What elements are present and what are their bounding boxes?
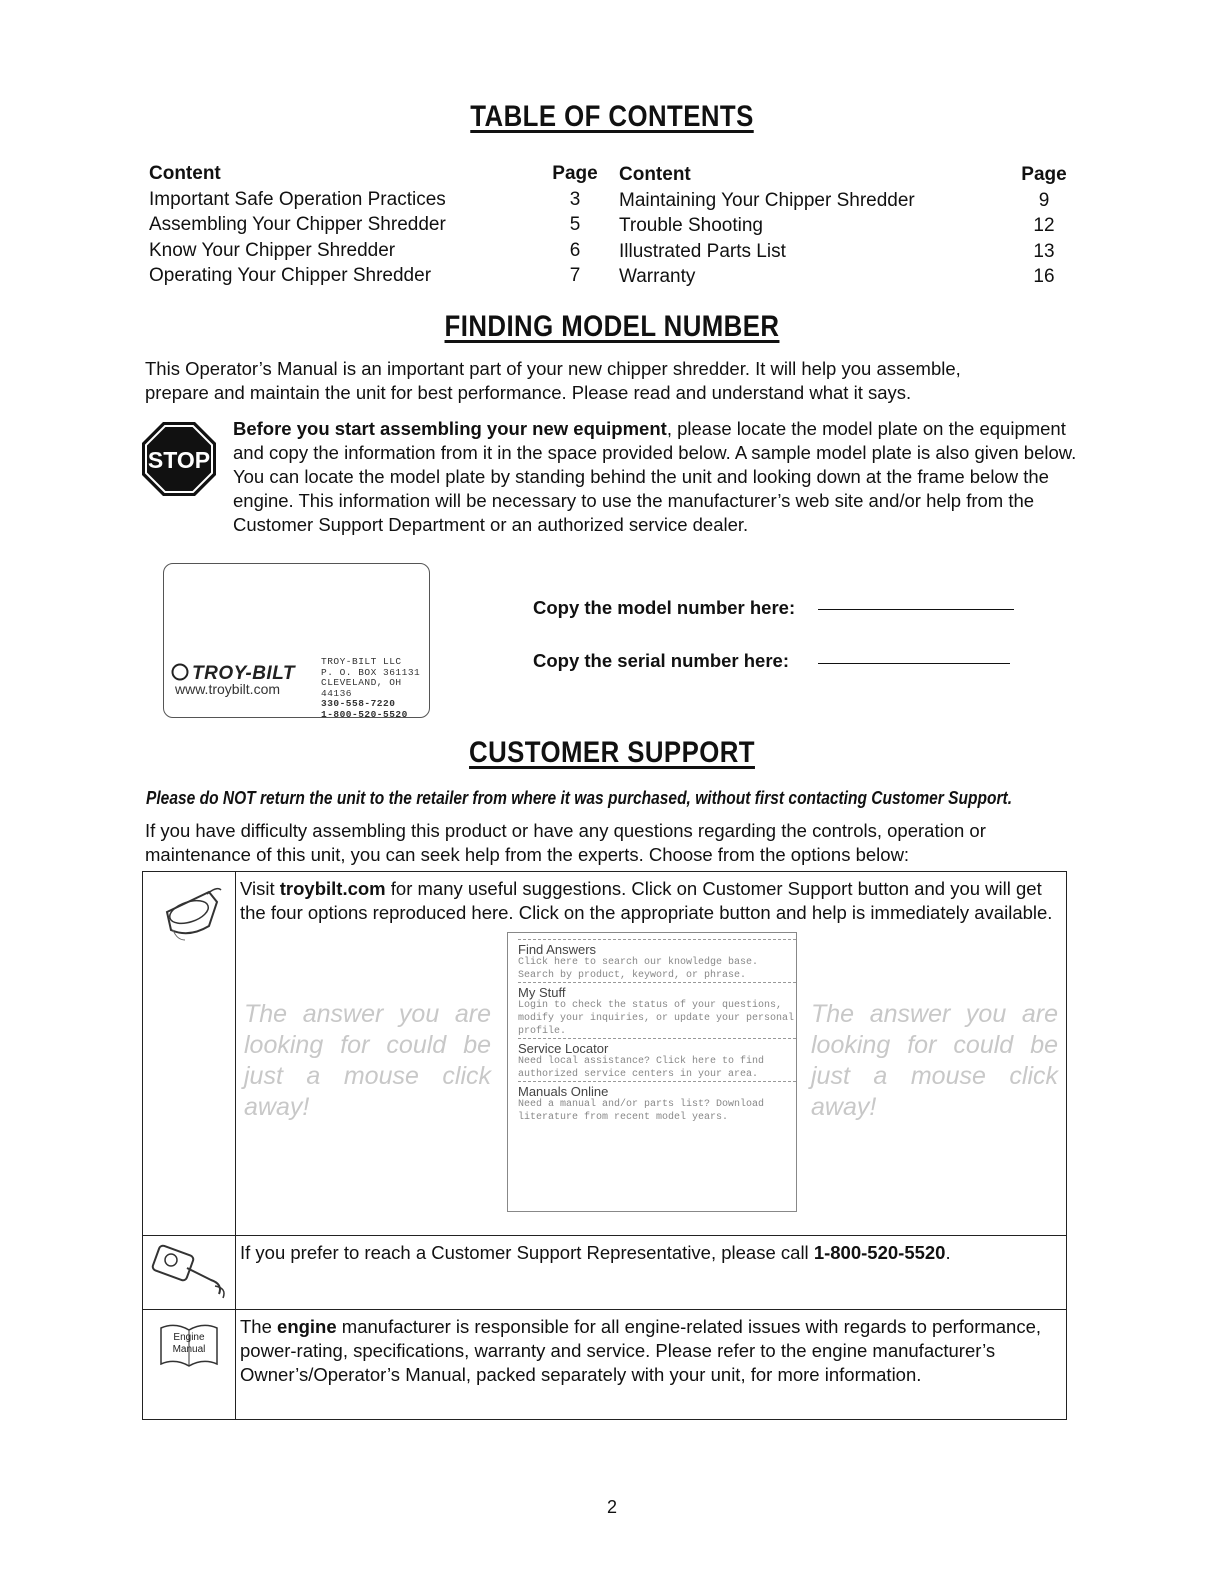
toc-entry[interactable]: Illustrated Parts List xyxy=(619,240,786,262)
toc-content-header: Content xyxy=(619,164,691,185)
page-number: 2 xyxy=(606,1497,617,1517)
support-intro: If you have difficulty assembling this product or have any questions regarding the controls, operation or maintenance of this unit, you can seek help from the experts. Choose from the options below: xyxy=(145,820,986,865)
option-title: Manuals Online xyxy=(518,1081,796,1098)
stop-sign-icon xyxy=(141,421,217,497)
serial-number-field[interactable] xyxy=(818,663,1010,664)
toc-entry[interactable]: Trouble Shooting xyxy=(619,215,764,236)
option-desc: Need a manual and/or parts list? Download literature from recent model years. xyxy=(518,1099,765,1123)
engine-manual-icon-label xyxy=(171,1332,207,1356)
toc-entry[interactable]: Assembling Your Chipper Shredder xyxy=(149,214,446,235)
support-web-pre: Visit xyxy=(240,878,280,899)
option-title: Find Answers xyxy=(518,939,796,956)
plate-website: www.troybilt.com xyxy=(175,681,281,697)
support-option[interactable] xyxy=(518,982,796,1038)
option-title: My Stuff xyxy=(518,982,796,999)
toc-page-number: 9 xyxy=(1038,189,1050,211)
toc-page-number: 13 xyxy=(1033,240,1055,262)
plate-company: TROY-BILT LLC xyxy=(321,656,402,667)
support-engine-post: manufacturer is responsible for all engine-related issues with regards to performance, power-rating, specifications, warranty and service. Please refer to the engine manufacturer’s Owner’s/Operator’s Manual, packed separately with your unit, for more information. xyxy=(240,1316,1042,1385)
support-phone-post: . xyxy=(945,1242,951,1263)
finding-title: FINDING MODEL NUMBER xyxy=(444,310,780,343)
toc-right-pages xyxy=(1016,162,1072,290)
support-title: CUSTOMER SUPPORT xyxy=(469,736,755,769)
support-icon-cell xyxy=(143,1236,236,1310)
support-row-phone xyxy=(143,1236,1067,1310)
troybilt-link[interactable]: troybilt.com xyxy=(279,878,386,899)
toc-page-number: 7 xyxy=(569,265,581,286)
option-desc: Need local assistance? Click here to find authorized service centers in your area. xyxy=(518,1056,765,1080)
toc-entry[interactable]: Warranty xyxy=(619,266,696,287)
toc-page-number: 5 xyxy=(569,214,581,235)
toc-entry[interactable]: Know Your Chipper Shredder xyxy=(149,239,396,261)
faint-slogan-left: The answer you are looking for could be just a mouse click away! xyxy=(244,1000,491,1121)
support-web-figure xyxy=(240,930,1060,1220)
toc-page-number: 16 xyxy=(1033,266,1055,287)
support-row-web xyxy=(143,872,1067,1236)
support-engine-pre: The xyxy=(240,1316,278,1337)
plate-brand: TROY-BILT xyxy=(192,663,295,684)
support-icon-cell xyxy=(143,872,236,1236)
toc-left-column xyxy=(149,161,446,289)
support-engine-cell xyxy=(236,1310,1067,1420)
toc-page-header: Page xyxy=(552,163,598,184)
finding-lead-bold: Before you start assembling your new equipment xyxy=(233,418,667,439)
toc-entry[interactable]: Important Safe Operation Practices xyxy=(149,188,446,210)
option-desc: Login to check the status of your questions, modify your inquiries, or update your personal profile. xyxy=(518,1000,795,1037)
faint-slogan-right: The answer you are looking for could be just a mouse click away! xyxy=(811,1000,1058,1121)
support-row-engine xyxy=(143,1310,1067,1420)
support-engine-bold: engine xyxy=(277,1316,337,1337)
copy-model-label: Copy the model number here: xyxy=(533,597,796,618)
support-option[interactable] xyxy=(518,939,796,982)
support-options-table xyxy=(142,871,1067,1420)
support-web-post: for many useful suggestions. Click on Customer Support button and you will get the four options reproduced here. Click on the appropriate button and help is immediately available. xyxy=(240,878,1053,923)
plate-phone: 1-800-520-5520 xyxy=(321,708,408,720)
option-desc: Click here to search our knowledge base. Search by product, keyword, or phrase. xyxy=(518,957,759,981)
toc-title: TABLE OF CONTENTS xyxy=(470,100,754,133)
support-option[interactable] xyxy=(518,1038,796,1081)
engine-manual-icon xyxy=(157,1320,221,1370)
copy-serial-label: Copy the serial number here: xyxy=(533,650,789,671)
toc-page-number: 6 xyxy=(569,239,581,261)
support-icon-cell xyxy=(143,1310,236,1420)
support-options-panel xyxy=(507,932,797,1212)
toc-page-number: 12 xyxy=(1033,215,1055,236)
engine-manual-icon-label-1: Engine xyxy=(173,1332,205,1343)
plate-po-box: P. O. BOX 361131 xyxy=(321,666,421,678)
option-title: Service Locator xyxy=(518,1038,796,1055)
toc-page-header: Page xyxy=(1021,164,1067,185)
plate-address xyxy=(321,657,429,720)
finding-body xyxy=(233,417,1078,537)
support-warning: Please do NOT return the unit to the retailer from where it was purchased, without first contacting Customer Support. xyxy=(146,787,1013,808)
support-option[interactable] xyxy=(518,1081,796,1124)
finding-intro: This Operator’s Manual is an important part of your new chipper shredder. It will help you assemble, prepare and maintain the unit for best performance. Please read and understand what it says. xyxy=(145,358,961,403)
support-web-text xyxy=(240,877,1060,925)
support-phone-pre: If you prefer to reach a Customer Support Representative, please call xyxy=(240,1242,814,1263)
plate-city: CLEVELAND, OH 44136 xyxy=(321,677,402,699)
toc-entry[interactable]: Maintaining Your Chipper Shredder xyxy=(619,189,915,211)
computer-mouse-icon xyxy=(159,882,235,951)
finding-body-text: , please locate the model plate on the equipment and copy the information from it in the space provided below. A sample model plate is also given below. You can locate the model plate by standing behind the unit and looking down at the frame below the engine. This information will be necessary to use the manufacturer’s web site and/or help from the Customer Support Department or an authorized service dealer. xyxy=(233,418,1077,535)
model-plate xyxy=(163,563,430,718)
toc-entry[interactable]: Operating Your Chipper Shredder xyxy=(149,265,432,286)
toc-page-number: 3 xyxy=(569,188,581,210)
plate-phone: 330-558-7220 xyxy=(321,698,396,709)
toc-content-header: Content xyxy=(149,163,221,184)
model-number-field[interactable] xyxy=(818,609,1014,610)
support-phone-cell xyxy=(236,1236,1067,1310)
engine-manual-icon-label-2: Manual xyxy=(172,1344,206,1355)
telephone-icon xyxy=(149,1244,235,1305)
toc-left-pages xyxy=(548,161,602,289)
support-phone-number[interactable]: 1-800-520-5520 xyxy=(813,1242,946,1263)
toc-right-column xyxy=(619,162,915,290)
stop-sign-text: STOP xyxy=(147,447,211,473)
support-web-cell xyxy=(236,872,1067,1236)
